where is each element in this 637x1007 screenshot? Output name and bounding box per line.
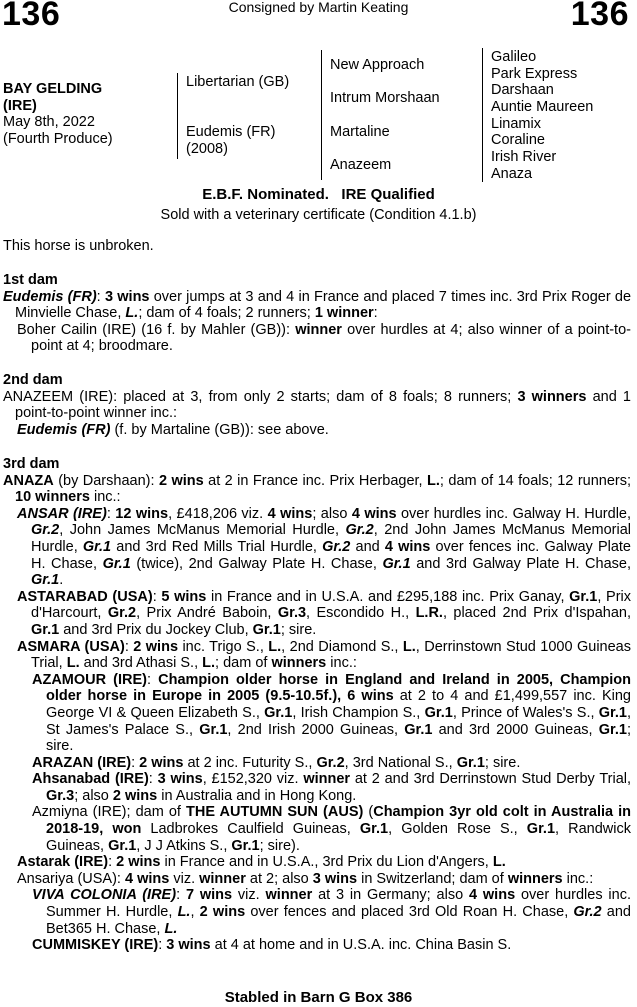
asmara-entry: ASMARA (USA): 2 wins inc. Trigo S., L., 2nd Diamond S., L., Derrinstown Stud 1000 Guineas Trial, L. and 3rd Athasi S., L.; dam of winners inc.: xyxy=(17,638,631,672)
horse-country: (IRE) xyxy=(3,97,37,114)
first-dam-foal: Boher Cailin (IRE) (16 f. by Mahler (GB)): winner over hurdles at 4; also winner of a point-to-point at 4; broodmare. xyxy=(17,321,631,355)
pedigree-g3-3: Darshaan xyxy=(491,82,554,98)
pedigree-g3-5: Linamix xyxy=(491,116,541,132)
third-dam-section xyxy=(3,456,631,954)
astarabad-entry: ASTARABAD (USA): 5 wins in France and in U.S.A. and £295,188 inc. Prix Ganay, Gr.1, Prix d'Harcourt, Gr.2, Prix André Baboin, Gr.3, Escondido H., L.R., placed 2nd Prix d'Ispahan, Gr.1 and 3rd Prix du Jockey Club, Gr.1; sire. xyxy=(17,588,632,638)
unbroken-note: This horse is unbroken. xyxy=(3,238,154,254)
first-dam-heading: 1st dam xyxy=(3,272,58,288)
ahsanabad-entry: Ahsanabad (IRE): 3 wins, £152,320 viz. winner at 2 and 3rd Derrinstown Stud Derby Trial, Gr.3; also 2 wins in Australia and in Hong Kong. xyxy=(32,771,632,804)
second-dam-entry: ANAZEEM (IRE): placed at 3, from only 2 starts; dam of 8 foals; 8 runners; 3 winners and 1 point-to-point winner inc.: xyxy=(3,388,631,422)
vet-certificate-note: Sold with a veterinary certificate (Condition 4.1.b) xyxy=(160,207,477,223)
viva-colonia-entry: VIVA COLONIA (IRE): 7 wins viz. winner at 3 in Germany; also 4 wins over hurdles inc. Summer H. Hurdle, L., 2 wins over fences and placed 3rd Old Roan H. Chase, Gr.2 and Bet365 H. Chase, L. xyxy=(32,887,631,937)
pedigree-g3-4: Auntie Maureen xyxy=(491,99,594,115)
horse-description xyxy=(3,81,113,147)
ansar-entry: ANSAR (IRE): 12 wins, £418,206 viz. 4 wins; also 4 wins over hurdles inc. Galway H. Hurdle, Gr.2, John James McManus Memorial Hurdle, Gr.2, 2nd John James McManus Memorial Hurdle, Gr.1 and 3rd Red Mills Trial Hurdle, Gr.2 and 4 wins over fences inc. Galway Plate H. Chase, Gr.1 (twice), 2nd Galway Plate H. Chase, Gr.1 and 3rd Galway Plate H. Chase, Gr.1. xyxy=(17,505,632,589)
pedigree-g3-7: Irish River xyxy=(491,149,557,165)
pedigree-sire-dam: Intrum Morshaan xyxy=(330,90,440,106)
produce-number: (Fourth Produce) xyxy=(3,130,113,147)
second-dam-foal: Eudemis (FR) (f. by Martaline (GB)): see above. xyxy=(17,421,329,438)
horse-title: BAY GELDING xyxy=(3,81,103,97)
dam-name: Eudemis (FR) xyxy=(3,288,97,305)
cummiskey-entry: CUMMISKEY (IRE): 3 wins at 4 at home and in U.S.A. inc. China Basin S. xyxy=(32,937,512,954)
pedigree-bracket-2 xyxy=(321,50,322,180)
ansariya-entry: Ansariya (USA): 4 wins viz. winner at 2; also 3 wins in Switzerland; dam of winners inc.: xyxy=(17,870,594,887)
pedigree-g3-1: Galileo xyxy=(491,49,537,65)
astarak-entry: Astarak (IRE): 2 wins in France and in U.S.A., 3rd Prix du Lion d'Angers, L. xyxy=(17,854,506,871)
pedigree-dam-sire: Martaline xyxy=(330,124,390,140)
pedigree-g3-6: Coraline xyxy=(491,132,545,148)
pedigree-sire: Libertarian (GB) xyxy=(186,74,290,90)
anaza-entry: ANAZA (by Darshaan): 2 wins at 2 in France inc. Prix Herbager, L.; dam of 14 foals; 12 runners; 10 winners inc.: xyxy=(3,472,632,506)
second-dam-heading: 2nd dam xyxy=(3,372,63,388)
pedigree-dam: Eudemis (FR) xyxy=(186,124,276,140)
lot-number-left: 136 xyxy=(2,0,61,33)
lot-number-right: 136 xyxy=(570,0,629,33)
first-dam-section xyxy=(3,272,631,355)
consignor: Consigned by Martin Keating xyxy=(228,0,409,15)
pedigree-dam-dam: Anazeem xyxy=(330,157,392,173)
second-dam-section xyxy=(3,372,631,438)
pedigree-sire-sire: New Approach xyxy=(330,57,425,73)
pedigree-dam-year: (2008) xyxy=(186,141,228,157)
arazan-entry: ARAZAN (IRE): 2 wins at 2 inc. Futurity S., Gr.2, 3rd National S., Gr.1; sire. xyxy=(32,754,521,771)
ebf-note: E.B.F. Nominated. IRE Qualified xyxy=(202,186,435,203)
pedigree-bracket-1 xyxy=(177,73,178,159)
azmiyna-entry: Azmiyna (IRE); dam of THE AUTUMN SUN (AUS) (Champion 3yr old colt in Australia in 2018-19, won Ladbrokes Caulfield Guineas, Gr.1, Golden Rose S., Gr.1, Randwick Guineas, Gr.1, J J Atkins S., Gr.1; sire). xyxy=(32,804,632,854)
pedigree-g3-2: Park Express xyxy=(491,66,578,82)
stabling-location: Stabled in Barn G Box 386 xyxy=(224,989,413,1006)
pedigree-g3-8: Anaza xyxy=(491,166,533,182)
pedigree-bracket-3 xyxy=(482,48,483,182)
third-dam-heading: 3rd dam xyxy=(3,456,60,472)
foaling-date: May 8th, 2022 xyxy=(3,114,95,131)
first-dam-entry: Eudemis (FR): 3 wins over jumps at 3 and 4 in France and placed 7 times inc. 3rd Prix Roger de Minvielle Chase, L.; dam of 4 foals; 2 runners; 1 winner: xyxy=(3,288,632,322)
azamour-entry: AZAMOUR (IRE): Champion older horse in England and Ireland in 2005, Champion older horse in Europe in 2005 (9.5-10.5f.), 6 wins at 2 to 4 and £1,499,557 inc. King George VI & Queen Elizabeth S., Gr.1, Irish Champion S., Gr.1, Prince of Wales's S., Gr.1, St James's Palace S., Gr.1, 2nd Irish 2000 Guineas, Gr.1 and 3rd 2000 Guineas, Gr.1; sire. xyxy=(32,671,632,755)
